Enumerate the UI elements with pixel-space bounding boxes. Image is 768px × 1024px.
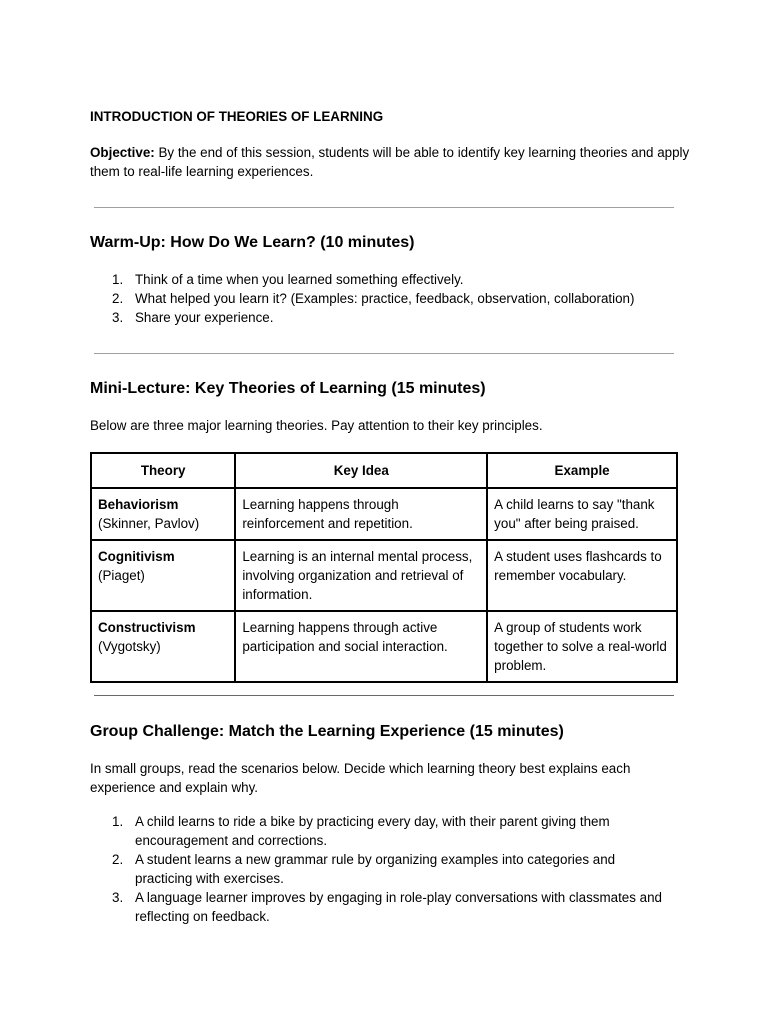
theory-theorists: (Skinner, Pavlov)	[98, 516, 200, 531]
theory-name: Cognitivism	[98, 549, 175, 564]
column-header-key-idea: Key Idea	[235, 453, 487, 488]
divider	[94, 695, 674, 696]
column-header-example: Example	[487, 453, 677, 488]
document-title: INTRODUCTION OF THEORIES OF LEARNING	[90, 109, 384, 124]
divider	[94, 207, 674, 208]
table-row	[91, 611, 677, 682]
key-idea-cell: Learning happens through active participation and social interaction.	[235, 611, 487, 682]
theory-cell	[91, 488, 235, 540]
theories-table	[90, 452, 678, 683]
example-cell: A group of students work together to solve a real-world problem.	[487, 611, 677, 682]
list-item	[90, 289, 670, 308]
theory-name: Constructivism	[98, 620, 196, 635]
list-item-number: 3.	[112, 890, 124, 905]
list-item-text: What helped you learn it? (Examples: practice, feedback, observation, collaboration)	[135, 291, 635, 306]
list-item-text: A student learns a new grammar rule by organizing examples into categories and practicing with exercises.	[135, 852, 616, 886]
list-item	[90, 270, 670, 289]
list-item-number: 1.	[112, 814, 124, 829]
key-idea-cell: Learning is an internal mental process, involving organization and retrieval of information.	[235, 540, 487, 611]
theory-theorists: (Piaget)	[98, 568, 145, 583]
theory-cell	[91, 540, 235, 611]
column-header-theory: Theory	[91, 453, 235, 488]
theory-cell	[91, 611, 235, 682]
list-item-number: 2.	[112, 852, 124, 867]
objective-text: By the end of this session, students will be able to identify key learning theories and apply them to real-life learning experiences.	[90, 145, 690, 179]
example-cell: A student uses flashcards to remember vocabulary.	[487, 540, 677, 611]
warmup-list	[90, 270, 670, 327]
minilecture-heading: Mini-Lecture: Key Theories of Learning (15 minutes)	[90, 380, 486, 397]
list-item-text: Share your experience.	[135, 310, 274, 325]
objective-paragraph	[90, 143, 690, 181]
table-row	[91, 540, 677, 611]
example-cell: A child learns to say "thank you" after being praised.	[487, 488, 677, 540]
challenge-list	[90, 812, 670, 926]
list-item	[90, 308, 670, 327]
list-item-number: 1.	[112, 272, 124, 287]
list-item-text: A child learns to ride a bike by practicing every day, with their parent giving them encouragement and corrections.	[135, 814, 610, 848]
list-item-number: 3.	[112, 310, 124, 325]
objective-label: Objective:	[90, 145, 155, 160]
table-row	[91, 488, 677, 540]
list-item	[90, 812, 670, 850]
minilecture-intro: Below are three major learning theories. Pay attention to their key principles.	[90, 418, 543, 433]
list-item-number: 2.	[112, 291, 124, 306]
key-idea-cell: Learning happens through reinforcement and repetition.	[235, 488, 487, 540]
warmup-heading: Warm-Up: How Do We Learn? (10 minutes)	[90, 234, 415, 251]
list-item-text: A language learner improves by engaging in role-play conversations with classmates and reflecting on feedback.	[135, 890, 662, 924]
divider	[94, 353, 674, 354]
challenge-intro: In small groups, read the scenarios below. Decide which learning theory best explains each experience and explain why.	[90, 761, 631, 795]
list-item-text: Think of a time when you learned something effectively.	[135, 272, 464, 287]
challenge-heading: Group Challenge: Match the Learning Experience (15 minutes)	[90, 723, 564, 740]
list-item	[90, 888, 670, 926]
table-header-row	[91, 453, 677, 488]
theory-theorists: (Vygotsky)	[98, 639, 161, 654]
list-item	[90, 850, 670, 888]
theory-name: Behaviorism	[98, 497, 179, 512]
